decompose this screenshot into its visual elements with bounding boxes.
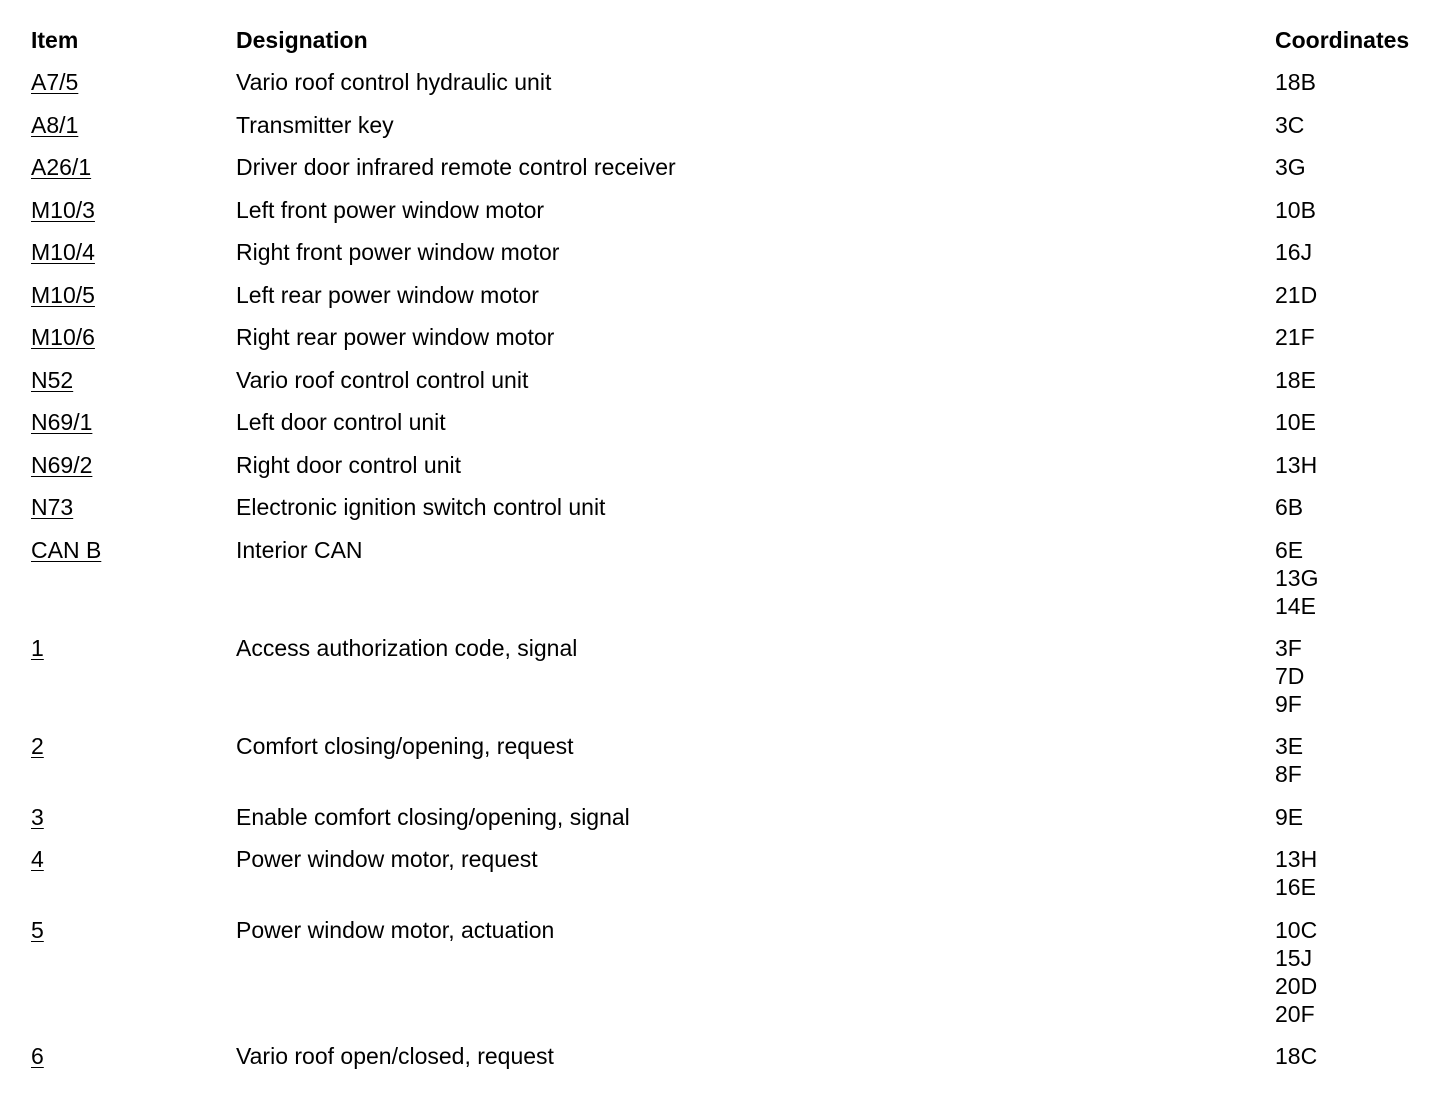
- designation-text: Driver door infrared remote control receiver: [236, 154, 676, 180]
- coordinates-cell: [1275, 408, 1316, 436]
- designation-text: Interior CAN: [236, 537, 363, 563]
- item-link[interactable]: M10/4: [31, 239, 95, 265]
- item-link[interactable]: M10/3: [31, 197, 95, 223]
- coordinate-value: 6B: [1275, 494, 1304, 520]
- coordinate-value: 13H: [1275, 452, 1318, 478]
- item-link[interactable]: M10/6: [31, 324, 95, 350]
- coordinate-value: 21F: [1275, 324, 1315, 350]
- header-coordinates: Coordinates: [1275, 27, 1410, 53]
- coordinate-value: 14E: [1275, 593, 1316, 619]
- item-link[interactable]: N73: [31, 494, 74, 520]
- coordinates-cell: [1275, 916, 1317, 1028]
- designation-text: Right door control unit: [236, 452, 462, 478]
- item-link[interactable]: M10/5: [31, 282, 95, 308]
- item-link[interactable]: N69/2: [31, 452, 93, 478]
- coordinate-value: 13H: [1275, 846, 1318, 872]
- coordinates-cell: [1275, 111, 1304, 139]
- coordinates-cell: [1275, 196, 1316, 224]
- coordinate-value: 3E: [1275, 733, 1304, 759]
- designation-text: Right rear power window motor: [236, 324, 555, 350]
- coordinates-cell: [1275, 634, 1304, 718]
- coordinates-cell: [1275, 1042, 1317, 1070]
- item-link[interactable]: CAN B: [31, 537, 102, 563]
- coordinate-value: 3G: [1275, 154, 1306, 180]
- designation-text: Enable comfort closing/opening, signal: [236, 804, 630, 830]
- coordinate-value: 8F: [1275, 761, 1302, 787]
- coordinates-cell: [1275, 281, 1317, 309]
- coordinate-value: 10C: [1275, 917, 1318, 943]
- coordinate-value: 21D: [1275, 282, 1318, 308]
- coordinate-value: 16E: [1275, 874, 1316, 900]
- coordinate-value: 16J: [1275, 239, 1313, 265]
- designation-text: Access authorization code, signal: [236, 635, 578, 661]
- coordinate-value: 20D: [1275, 973, 1318, 999]
- designation-text: Left rear power window motor: [236, 282, 539, 308]
- item-link[interactable]: 2: [31, 733, 44, 759]
- item-link[interactable]: 6: [31, 1043, 44, 1069]
- coordinates-cell: [1275, 732, 1303, 788]
- designation-text: Right front power window motor: [236, 239, 560, 265]
- item-link[interactable]: 4: [31, 846, 44, 872]
- coordinate-value: 20F: [1275, 1001, 1315, 1027]
- designation-text: Left front power window motor: [236, 197, 545, 223]
- item-link[interactable]: A26/1: [31, 154, 92, 180]
- coordinates-cell: [1275, 238, 1312, 266]
- designation-text: Vario roof open/closed, request: [236, 1043, 554, 1069]
- coordinate-value: 10B: [1275, 197, 1316, 223]
- item-link[interactable]: 5: [31, 917, 44, 943]
- designation-text: Vario roof control hydraulic unit: [236, 69, 552, 95]
- coordinate-value: 6E: [1275, 537, 1304, 563]
- item-link[interactable]: 3: [31, 804, 44, 830]
- coordinate-value: 3C: [1275, 112, 1305, 138]
- header-item: Item: [31, 27, 79, 53]
- coordinates-cell: [1275, 366, 1316, 394]
- coordinate-value: 7D: [1275, 663, 1305, 689]
- coordinate-value: 15J: [1275, 945, 1313, 971]
- coordinates-cell: [1275, 451, 1317, 479]
- coordinates-cell: [1275, 536, 1318, 620]
- item-link[interactable]: A8/1: [31, 112, 79, 138]
- coordinate-value: 18B: [1275, 69, 1316, 95]
- coordinate-value: 9E: [1275, 804, 1304, 830]
- item-link[interactable]: N69/1: [31, 409, 93, 435]
- coordinates-cell: [1275, 153, 1306, 181]
- designation-text: Power window motor, actuation: [236, 917, 555, 943]
- designation-text: Left door control unit: [236, 409, 446, 435]
- designation-text: Power window motor, request: [236, 846, 538, 872]
- coordinate-value: 3F: [1275, 635, 1302, 661]
- designation-text: Transmitter key: [236, 112, 394, 138]
- coordinate-value: 10E: [1275, 409, 1316, 435]
- coordinates-cell: [1275, 803, 1303, 831]
- item-link[interactable]: N52: [31, 367, 74, 393]
- item-link[interactable]: 1: [31, 635, 44, 661]
- coordinate-value: 9F: [1275, 691, 1302, 717]
- designation-text: Vario roof control control unit: [236, 367, 529, 393]
- designation-text: Comfort closing/opening, request: [236, 733, 574, 759]
- coordinates-cell: [1275, 323, 1315, 351]
- coordinates-cell: [1275, 845, 1317, 901]
- coordinate-value: 13G: [1275, 565, 1319, 591]
- item-link[interactable]: A7/5: [31, 69, 79, 95]
- coordinates-cell: [1275, 68, 1316, 96]
- designation-text: Electronic ignition switch control unit: [236, 494, 606, 520]
- header-designation: Designation: [236, 27, 368, 53]
- coordinate-value: 18E: [1275, 367, 1316, 393]
- coordinates-cell: [1275, 493, 1303, 521]
- coordinate-value: 18C: [1275, 1043, 1318, 1069]
